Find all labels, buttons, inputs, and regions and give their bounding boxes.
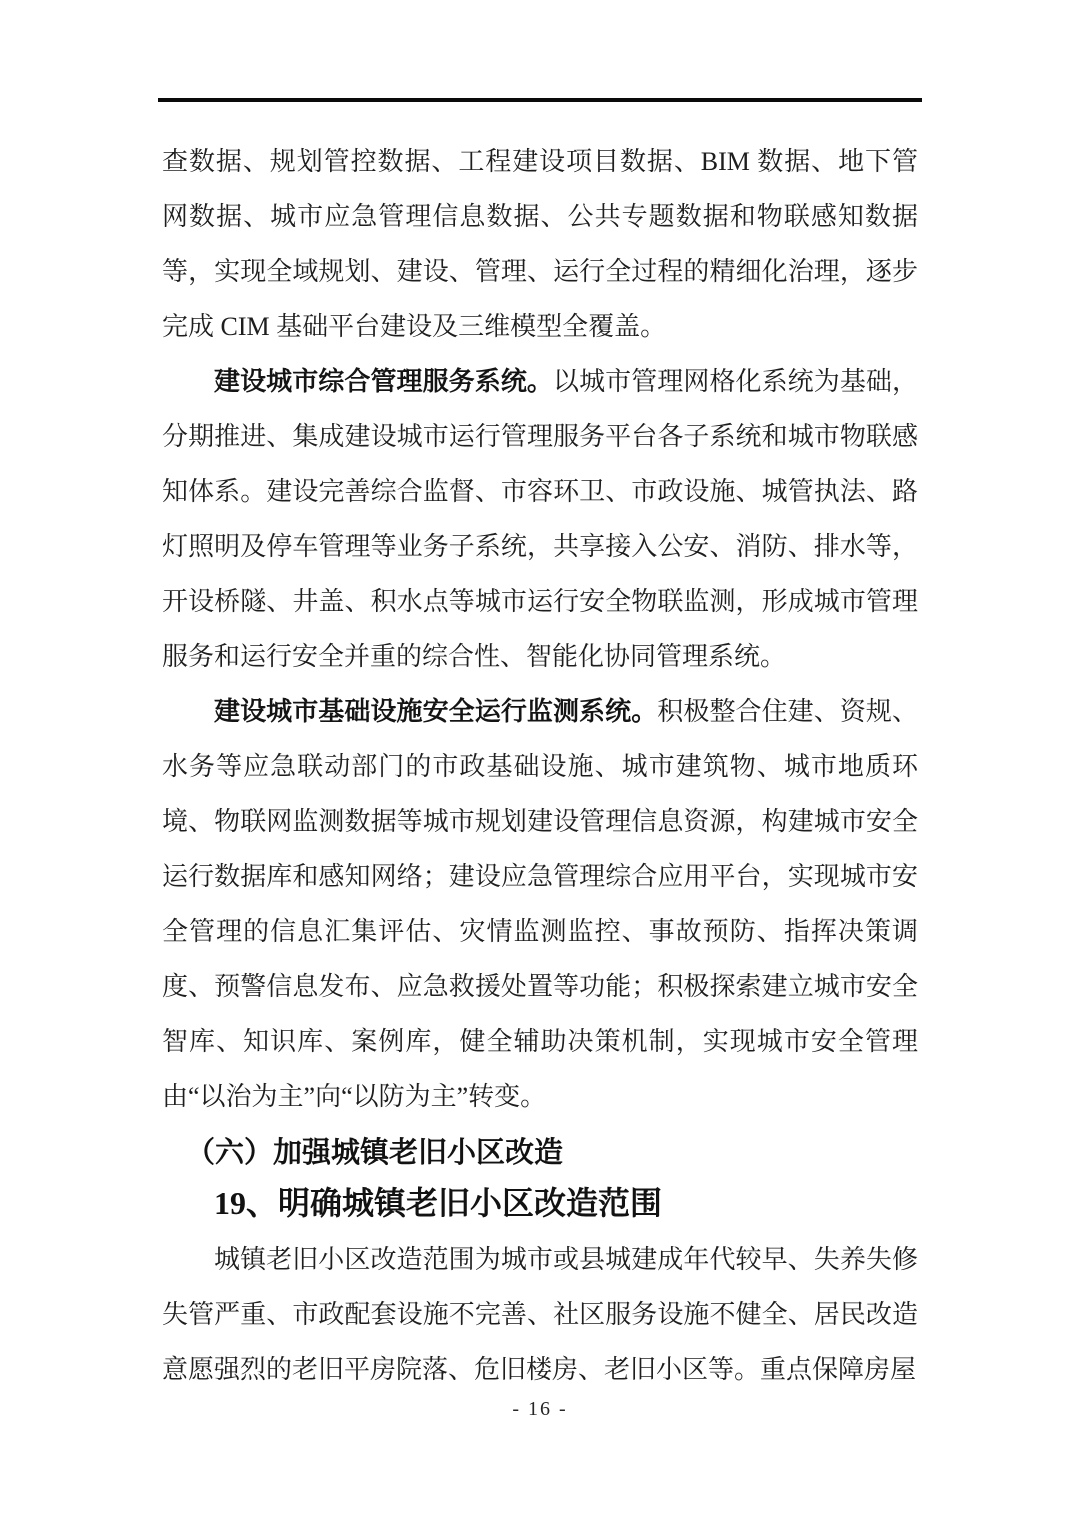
page-footer <box>0 1396 1080 1422</box>
paragraph-text: 城镇老旧小区改造范围为城市或县城建成年代较早、失养失修失管严重、市政配套设施不完善、社区服务设施不健全、居民改造意愿强烈的老旧平房院落、危旧楼房、老旧小区等。重点保障房屋 <box>162 1245 918 1384</box>
page-number: - 16 - <box>512 1398 568 1420</box>
paragraph-cim-platform <box>162 134 918 354</box>
header-rule <box>158 98 922 102</box>
paragraph-city-management-system <box>162 354 918 684</box>
page-content <box>162 120 918 1397</box>
paragraph-infrastructure-safety-system <box>162 684 918 1124</box>
paragraph-text: 积极整合住建、资规、水务等应急联动部门的市政基础设施、城市建筑物、城市地质环境、物联网监测数据等城市规划建设管理信息资源，构建城市安全运行数据库和感知网络；建设应急管理综合应用平台，实现城市安全管理的信息汇集评估、灾情监测监控、事故预防、指挥决策调度、预警信息发布、应急救援处置等功能；积极探索建立城市安全智库、知识库、案例库，健全辅助决策机制，实现城市安全管理由“以治为主”向“以防为主”转变。 <box>162 697 918 1111</box>
paragraph-text: 查数据、规划管控数据、工程建设项目数据、BIM 数据、地下管网数据、城市应急管理信息数据、公共专题数据和物联感知数据等，实现全域规划、建设、管理、运行全过程的精细化治理，逐步完成 CIM 基础平台建设及三维模型全覆盖。 <box>162 147 918 341</box>
paragraph-bold-lead: 建设城市综合管理服务系统。 <box>214 367 553 396</box>
sub-heading-item-19: 19、明确城镇老旧小区改造范围 <box>214 1185 663 1221</box>
section-heading-six: （六）加强城镇老旧小区改造 <box>186 1137 564 1169</box>
paragraph-text: 以城市管理网格化系统为基础，分期推进、集成建设城市运行管理服务平台各子系统和城市物联感知体系。建设完善综合监督、市容环卫、市政设施、城管执法、路灯照明及停车管理等业务子系统，共享接入公安、消防、排水等，开设桥隧、井盖、积水点等城市运行安全物联监测，形成城市管理服务和运行安全并重的综合性、智能化协同管理系统。 <box>162 367 918 671</box>
paragraph-renovation-scope <box>162 1232 918 1397</box>
paragraph-bold-lead: 建设城市基础设施安全运行监测系统。 <box>214 697 658 726</box>
